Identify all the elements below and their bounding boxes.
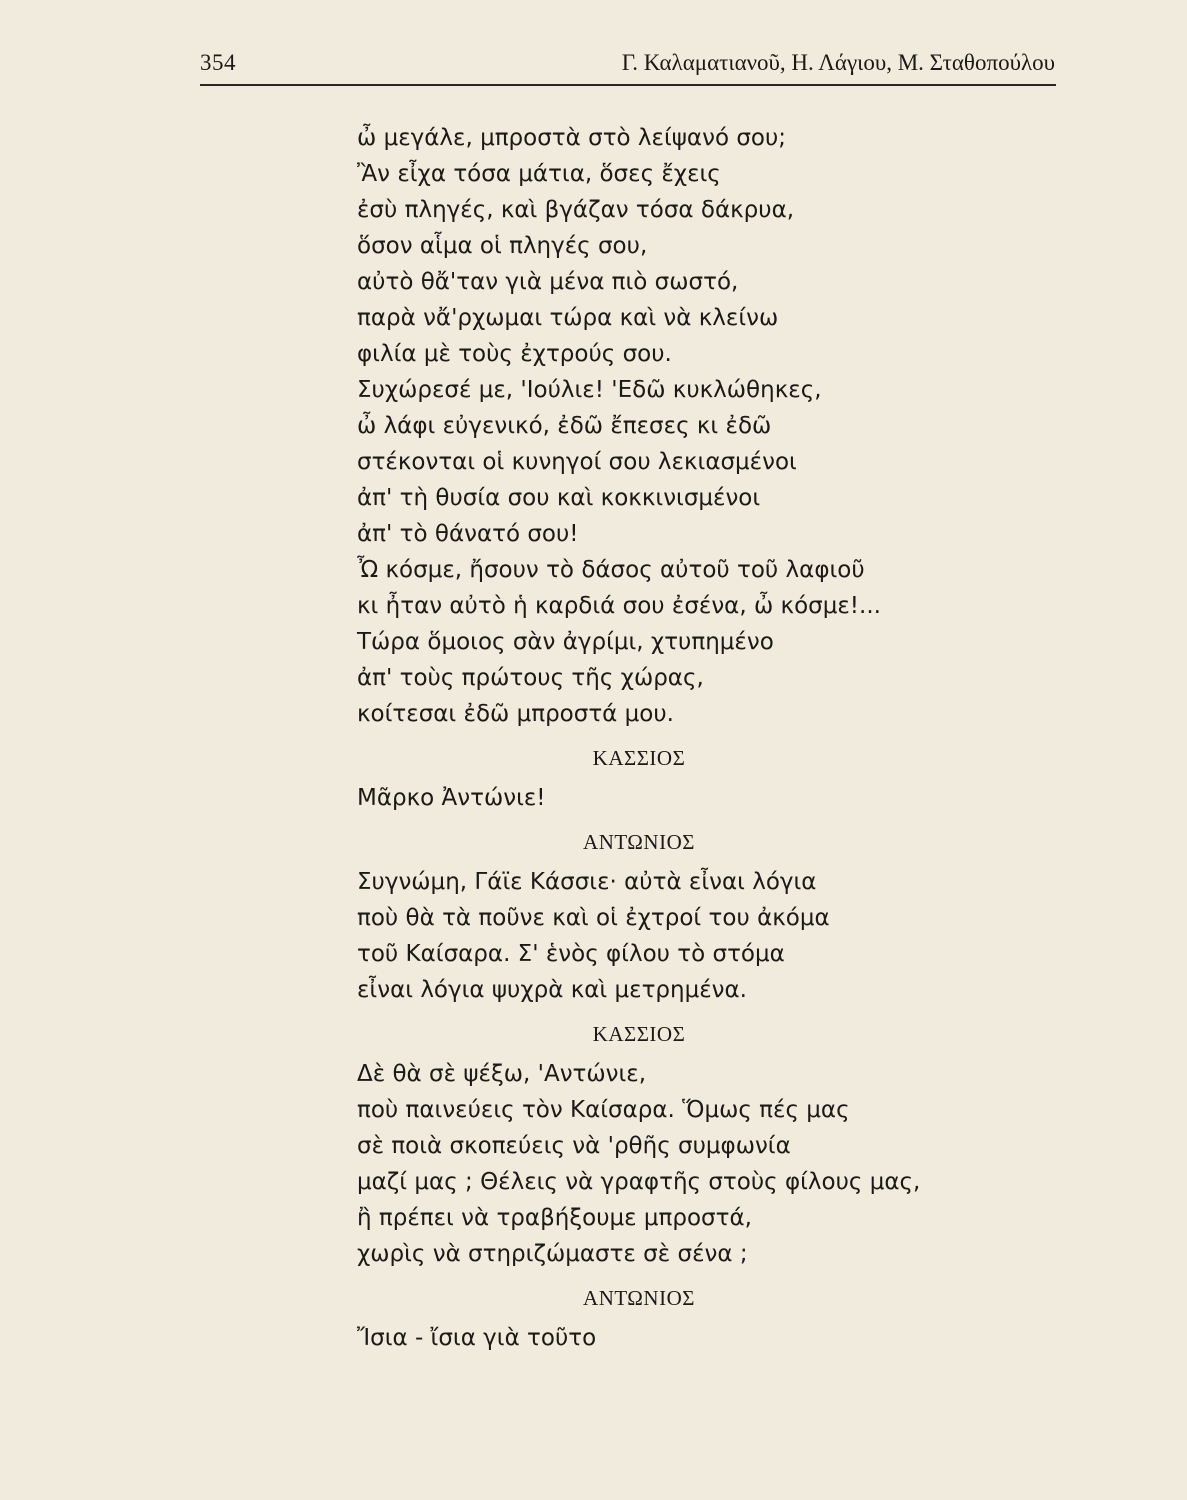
verse-line: ἀπ' τὸ θάνατό σου!	[357, 521, 579, 547]
verse-line: παρὰ νἄ'ρχωμαι τώρα καὶ νὰ κλείνω	[357, 305, 779, 331]
speaker-name: ΚΑΣΣΙΟΣ	[592, 746, 686, 770]
verse-line: κοίτεσαι ἐδῶ μπροστά μου.	[357, 701, 674, 727]
verse-line: ἐσὺ πληγές, καὶ βγάζαν τόσα δάκρυα,	[357, 197, 795, 223]
verse-line: κι ἦταν αὐτὸ ἡ καρδιά σου ἐσένα, ὦ κόσμε!...	[357, 593, 881, 619]
verse-line: ποὺ θὰ τὰ ποῦνε καὶ οἱ ἐχτροί του ἀκόμα	[357, 905, 830, 931]
play-text	[357, 120, 957, 1356]
verse-line: στέκονται οἱ κυνηγοί σου λεκιασμένοι	[357, 449, 797, 475]
verse-line: Μᾶρκο Ἀντώνιε!	[357, 785, 546, 811]
verse-line: Τώρα ὅμοιος σὰν ἀγρίμι, χτυπημένο	[357, 629, 774, 655]
verse-line: ἢ πρέπει νὰ τραβήξουμε μπροστά,	[357, 1205, 752, 1231]
verse-line: εἶναι λόγια ψυχρὰ καὶ μετρημένα.	[357, 977, 747, 1003]
verse-line: σὲ ποιὰ σκοπεύεις νὰ 'ρθῆς συμφωνία	[357, 1133, 791, 1159]
verse-line: ποὺ παινεύεις τὸν Καίσαρα. Ὅμως πές μας	[357, 1097, 850, 1123]
verse-line: ὦ μεγάλε, μπροστὰ στὸ λείψανό σου;	[357, 125, 787, 151]
verse-line: ἀπ' τὴ θυσία σου καὶ κοκκινισμένοι	[357, 485, 761, 511]
verse-line: Συγνώμη, Γάϊε Κάσσιε· αὐτὰ εἶναι λόγια	[357, 869, 817, 895]
verse-line: Δὲ θὰ σὲ ψέξω, 'Αντώνιε,	[357, 1061, 647, 1087]
verse-line: χωρὶς νὰ στηριζώμαστε σὲ σένα ;	[357, 1241, 748, 1267]
verse-line: Ἴσια - ἴσια γιὰ τοῦτο	[357, 1325, 597, 1351]
verse-line: φιλία μὲ τοὺς ἐχτρούς σου.	[357, 341, 672, 367]
verse-line: ὅσον αἷμα οἱ πληγές σου,	[357, 233, 648, 259]
running-head: Γ. Καλαματιανοῦ, Η. Λάγιου, Μ. Σταθοπούλου	[621, 50, 1055, 75]
verse-line: αὐτὸ θἄ'ταν γιὰ μένα πιὸ σωστό,	[357, 269, 739, 295]
header-rule	[200, 84, 1056, 86]
verse-line: μαζί μας ; Θέλεις νὰ γραφτῆς στοὺς φίλους μας,	[357, 1169, 921, 1195]
speaker-name: ΑΝΤΩΝΙΟΣ	[583, 830, 695, 854]
verse-line: ἀπ' τοὺς πρώτους τῆς χώρας,	[357, 665, 704, 691]
verse-line: Ὦ κόσμε, ἤσουν τὸ δάσος αὐτοῦ τοῦ λαφιοῦ	[357, 557, 865, 583]
page-number: 354	[200, 50, 236, 75]
verse-line: Ἂν εἶχα τόσα μάτια, ὅσες ἔχεις	[357, 161, 721, 187]
verse-line: Συχώρεσέ με, 'Ιούλιε! 'Εδῶ κυκλώθηκες,	[357, 377, 822, 403]
speaker-name: ΑΝΤΩΝΙΟΣ	[583, 1286, 695, 1310]
verse-line: ὦ λάφι εὐγενικό, ἐδῶ ἔπεσες κι ἐδῶ	[357, 413, 772, 439]
speaker-name: ΚΑΣΣΙΟΣ	[592, 1022, 686, 1046]
verse-line: τοῦ Καίσαρα. Σ' ἑνὸς φίλου τὸ στόμα	[357, 941, 785, 967]
